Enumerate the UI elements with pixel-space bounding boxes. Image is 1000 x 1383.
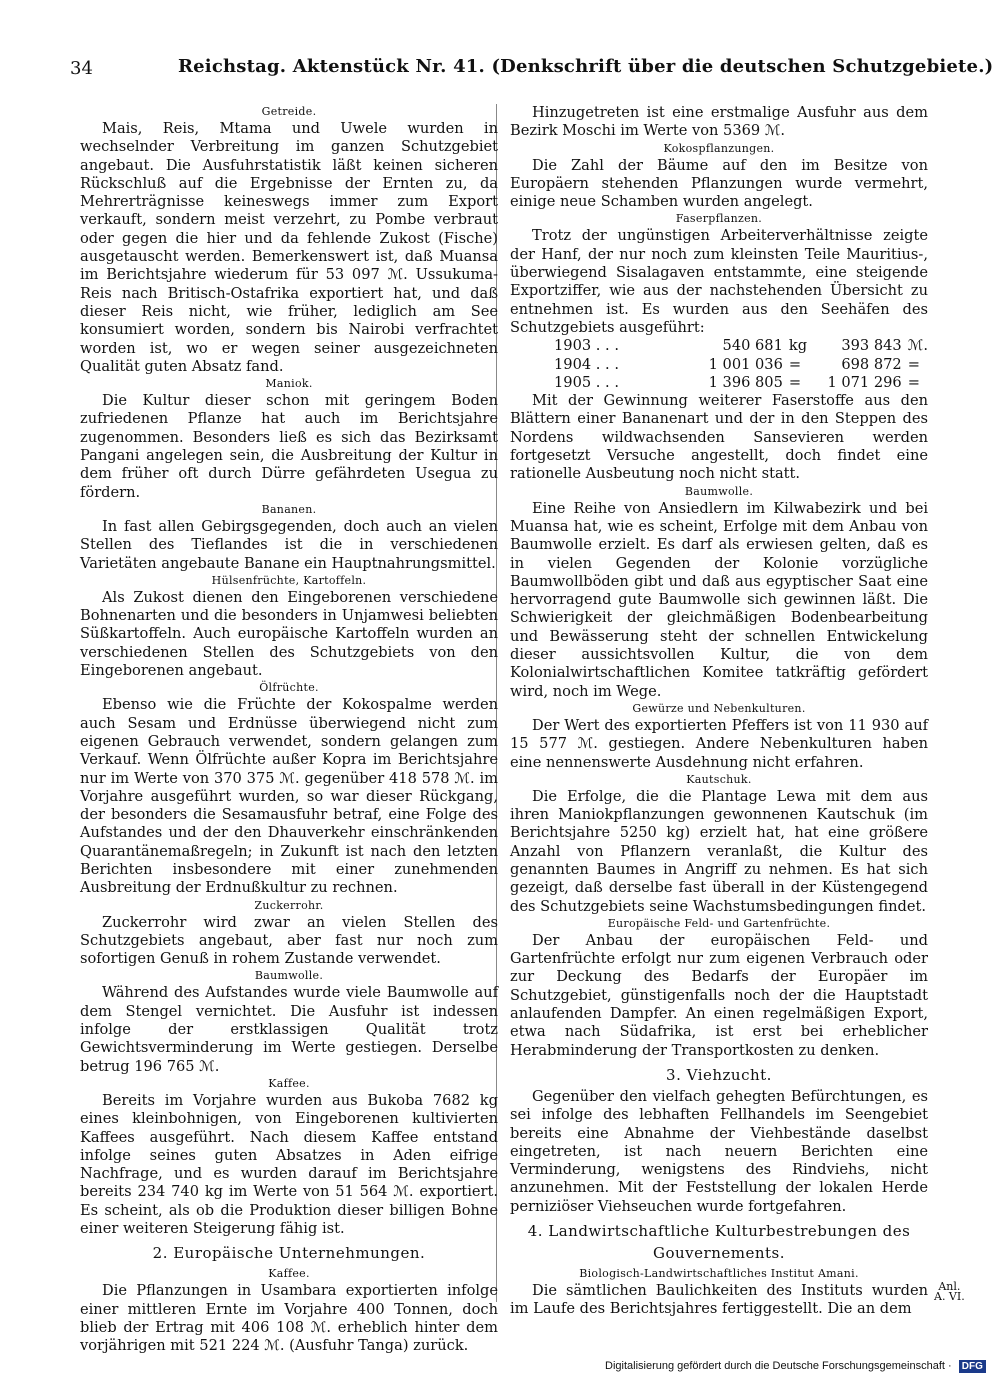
- table-cell-mark: 698 872: [841, 355, 902, 373]
- section-heading-4: 4. Landwirtschaftliche Kulturbestrebungen des Gouvernements.: [527, 1222, 911, 1263]
- table-cell-mark-unit: ℳ.: [907, 337, 928, 355]
- heading-getreide: Getreide.: [261, 105, 317, 118]
- paragraph-faserpflanzen: Trotz der ungünstigen Arbeiterverhältnisse zeigte der Hanf, der nur noch zum kleinsten Teile Mauritius-, überwiegend Sisalagaven entstammte, eine steigende Exportziffer, wie aus der nachstehenden Übersicht zu entnehmen ist. Es wurden aus den Seehäfen des Schutzgebiets ausgeführt:: [510, 227, 928, 336]
- heading-gewuerze: Gewürze und Nebenkulturen.: [632, 701, 806, 715]
- table-cell-mark-unit: =: [907, 355, 920, 373]
- heading-baumwolle: Baumwolle.: [254, 969, 324, 983]
- table-cell-kg: 1 001 036: [708, 355, 783, 373]
- table-cell-year: 1903 . . .: [554, 337, 619, 355]
- paragraph-kautschuk: Die Erfolge, die die Plantage Lewa mit dem aus ihren Maniokpflanzungen gewonnenen Kautschuk (im Berichtsjahre 5250 kg) erzielt hat, hat eine größere Anzahl von Pflanzern veranlaßt, die Kultur des genannten Baumes in Angriff zu nehmen. Es hat sich gezeigt, daß derselbe fast überall in der Küstengegend des Schutzgebiets seine Wachstumsbedingungen findet.: [510, 787, 928, 915]
- paragraph-bananen: In fast allen Gebirgsgegenden, doch auch an vielen Stellen des Tieflandes ist die in verschiedenen Varietäten angebaute Banane ein Hauptnahrungsmittel.: [80, 517, 498, 572]
- table-cell-year: 1905 . . .: [554, 373, 619, 391]
- section-heading-3: 3. Viehzucht.: [666, 1065, 772, 1084]
- heading-kautschuk: Kautschuk.: [686, 772, 752, 786]
- export-table: [554, 337, 928, 392]
- heading-bananen: Bananen.: [261, 502, 317, 516]
- table-cell-mark: 393 843: [841, 337, 902, 355]
- table-row: [554, 356, 928, 374]
- heading-institut-amani: Biologisch-Landwirtschaftliches Institut Amani.: [579, 1267, 859, 1281]
- marginal-note-line1: Anl.: [938, 1280, 961, 1293]
- section-heading-2: 2. Europäische Unternehmungen.: [152, 1244, 426, 1263]
- digitization-footer: [605, 1360, 986, 1373]
- marginal-note: [934, 1282, 965, 1302]
- marginal-note-line2: A. VI.: [934, 1290, 965, 1303]
- heading-kokospflanzungen: Kokospflanzungen.: [663, 141, 775, 155]
- dfg-logo: DFG: [959, 1360, 986, 1373]
- paragraph-europaeische-fruechte: Der Anbau der europäischen Feld- und Gartenfrüchte erfolgt nur zum eigenen Verbrauch oder zur Deckung des Bedarfs der Europäer im Schutzgebiet, günstigenfalls noch der die Hauptstadt anlaufenden Dampfer. An einen regelmäßigen Export, etwa nach Südafrika, ist erst bei erheblicher Herabminderung der Transportkosten zu denken.: [510, 931, 928, 1059]
- paragraph-maniok: Die Kultur dieser schon mit geringem Boden zufriedenen Pflanze hat auch im Berichtsjahre zugenommen. Besonders ließ es sich das Bezirksamt Pangani angelegen sein, die Ausbreitung der Kultur in dem früher oft durch Dürre gefährdeten Usegua zu fördern.: [80, 392, 498, 501]
- paragraph-kokospflanzungen: Die Zahl der Bäume auf den im Besitze von Europäern stehenden Pflanzungen wurde vermehrt, einige neue Schamben wurden angelegt.: [510, 156, 928, 211]
- table-cell-unit: kg: [788, 337, 808, 355]
- paragraph-viehzucht: Gegenüber den vielfach gehegten Befürchtungen, es sei infolge des lebhaften Fellhandels im Seengebiet bereits eine Abnahme der Viehbestände daselbst eingetreten, ist nach neuern Berichten eine Verminderung, wenigstens des Rindviehs, nicht anzunehmen. Mit der Feststellung der lokalen Herde perniziöser Viehseuchen wurde fortgefahren.: [510, 1087, 928, 1215]
- paragraph-baumwolle-2: Eine Reihe von Ansiedlern im Kilwabezirk und bei Muansa hat, wie es scheint, Erfolge mit dem Anbau von Baumwolle erzielt. Es darf als erwiesen gelten, daß es in vielen Gegenden der Kolonie vorzügliche Baumwollböden gibt und daß aus egyptischer Saat eine hervorragend gute Baumwolle sich gewinnen läßt. Die Schwierigkeit der gleichmäßigen Bodenbearbeitung und Bewässerung steht der schnellen Entwickelung dieser aussichtsvollen Kultur, die von dem Kolonialwirtschaftlichen Komitee tatkräftig gefördert wird, noch im Wege.: [510, 499, 928, 700]
- paragraph-faserstoffe: Mit der Gewinnung weiterer Faserstoffe aus den Blättern einer Bananenart und der in den Steppen des Nordens wildwachsenden Sansevieren werden fortgesetzt Versuche angestellt, doch findet eine rationelle Ausbeutung noch nicht statt.: [510, 392, 928, 483]
- paragraph-oelfruechte: Ebenso wie die Früchte der Kokospalme werden auch Sesam und Erdnüsse überwiegend nicht zum eigenen Gebrauch verwendet, sondern gelangen zum Verkauf. Wenn Ölfrüchte außer Kopra im Berichtsjahre nur im Werte von 370 375 ℳ. gegenüber 418 578 ℳ. im Vorjahre ausgeführt wurden, so war dieser Rückgang, der besonders die Sesamausfuhr betraf, eine Folge des Aufstandes und der den Dhauverkehr einschränkenden Quarantänemaßregeln; in Zukunft ist nach den letzten Berichten insbesondere mit einer zunehmenden Ausbreitung der Erdnußkultur zu rechnen.: [80, 696, 498, 897]
- table-row: [554, 374, 928, 392]
- heading-baumwolle-2: Baumwolle.: [684, 484, 754, 498]
- paragraph-continuation: Hinzugetreten ist eine erstmalige Ausfuhr aus dem Bezirk Moschi im Werte von 5369 ℳ.: [510, 104, 928, 140]
- paragraph-kaffee: Bereits im Vorjahre wurden aus Bukoba 7682 kg eines kleinbohnigen, von Eingeborenen kultivierten Kaffees ausgeführt. Nach diesem Kaffee entstand infolge seines guten Absatzes in Aden eifrige Nachfrage, und es wurden darauf im Berichtsjahre bereits 234 740 kg im Werte von 51 564 ℳ. exportiert. Es scheint, als ob die Produktion dieser billigen Bohne einer weiteren Steigerung fähig ist.: [80, 1091, 498, 1238]
- table-cell-kg: 540 681: [722, 337, 783, 355]
- table-cell-unit: =: [788, 373, 802, 391]
- paragraph-huelsenfruechte: Als Zukost dienen den Eingeborenen verschiedene Bohnenarten und die besonders in Unjamwesi beliebten Süßkartoffeln. Auch europäische Kartoffeln wurden an verschiedenen Stellen des Schutzgebiets von den Eingeborenen angebaut.: [80, 588, 498, 680]
- paragraph-getreide: Mais, Reis, Mtama und Uwele wurden in wechselnder Verbreitung im ganzen Schutzgebiet angebaut. Die Ausfuhrstatistik läßt keinen sicheren Rückschluß auf die Ergebnisse der Ernten zu, da Mehrerträgnisse keineswegs immer zum Export verkauft, sondern meist verzehrt, zu Pombe verbraut oder gegen die hier und da fehlende Zukost (Fische) ausgetauscht werden. Bemerkenswert ist, daß Muansa im Berichtsjahre wiederum für 53 097 ℳ. Ussukuma-Reis nach Britisch-Ostafrika exportiert hat, und daß dieser Reis nicht, wie früher, lediglich am See konsumiert worden, sondern bis Nairobi verfrachtet worden ist, wo er wegen seiner ausgezeichneten Qualität guten Absatz fand.: [80, 120, 498, 375]
- footer-text: Digitalisierung gefördert durch die Deutsche Forschungsgemeinschaft ·: [605, 1360, 952, 1372]
- paragraph-zuckerrohr: Zuckerrohr wird zwar an vielen Stellen des Schutzgebiets angebaut, aber fast nur noch zum sofortigen Genuß in rohem Zustande verwendet.: [80, 913, 498, 968]
- table-cell-kg: 1 396 805: [708, 373, 783, 391]
- page-number: 34: [70, 58, 93, 79]
- paragraph-baumwolle: Während des Aufstandes wurde viele Baumwolle auf dem Stengel vernichtet. Die Ausfuhr ist indessen infolge der erstklassigen Qualität trotz Gewichtsverminderung im Werte gestiegen. Derselbe betrug 196 765 ℳ.: [80, 984, 498, 1075]
- running-title: Reichstag. Aktenstück Nr. 41. (Denkschrift über die deutschen Schutzgebiete.): [178, 56, 994, 77]
- paragraph-kaffee-2: Die Pflanzungen in Usambara exportierten infolge einer mittleren Ernte im Vorjahre 400 Tonnen, doch blieb der Ertrag mit 406 108 ℳ. erheblich hinter dem vorjährigen mit 521 224 ℳ. (Ausfuhr Tanga) zurück.: [80, 1282, 498, 1355]
- page-header: [70, 56, 994, 90]
- heading-oelfruechte: Ölfrüchte.: [259, 681, 319, 695]
- heading-maniok: Maniok.: [265, 377, 313, 391]
- heading-faserpflanzen: Faserpflanzen.: [675, 212, 763, 226]
- heading-huelsenfruechte: Hülsenfrüchte, Kartoffeln.: [211, 573, 367, 587]
- paragraph-gewuerze: Der Wert des exportierten Pfeffers ist von 11 930 auf 15 577 ℳ. gestiegen. Andere Nebenkulturen haben eine nennenswerte Ausdehnung nicht erfahren.: [510, 716, 928, 771]
- table-cell-year: 1904 . . .: [554, 355, 619, 373]
- table-cell-mark: 1 071 296: [827, 373, 902, 391]
- table-cell-mark-unit: =: [907, 373, 920, 391]
- left-column: [80, 104, 498, 1356]
- heading-zuckerrohr: Zuckerrohr.: [254, 898, 324, 912]
- heading-kaffee-2: Kaffee.: [268, 1267, 310, 1281]
- heading-europaeische-fruechte: Europäische Feld- und Gartenfrüchte.: [607, 916, 831, 930]
- heading-kaffee: Kaffee.: [268, 1076, 310, 1090]
- table-row: [554, 337, 928, 355]
- table-cell-unit: =: [788, 355, 802, 373]
- right-column: [510, 104, 928, 1319]
- paragraph-institut-amani: Die sämtlichen Baulichkeiten des Instituts wurden im Laufe des Berichtsjahres fertiggestellt. Die an dem: [510, 1282, 928, 1318]
